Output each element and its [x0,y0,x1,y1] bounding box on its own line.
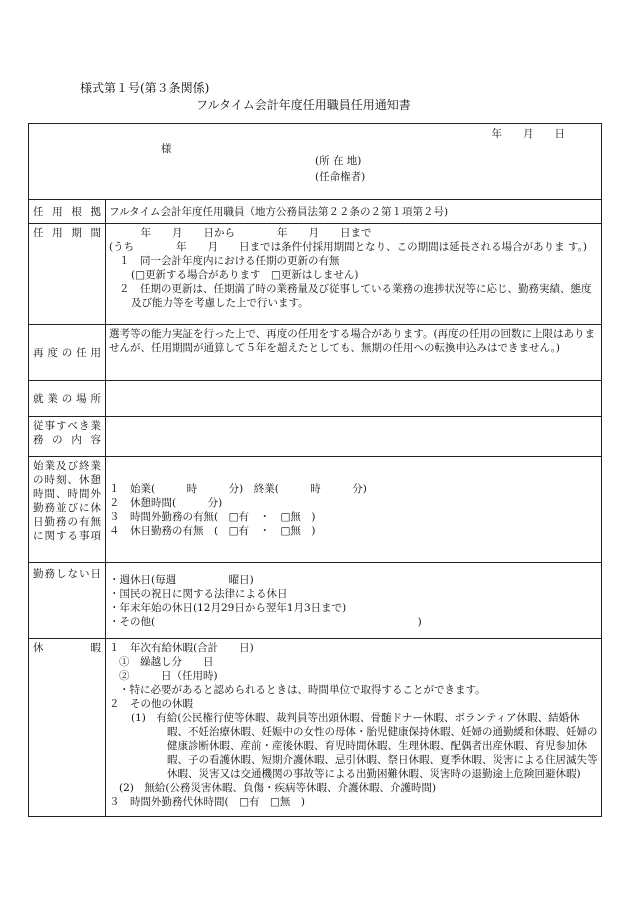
row-hours [29,457,602,563]
row-holidays [29,563,602,639]
leave-other-heading: ２ その他の休暇 [109,698,193,710]
period-cell [106,224,602,325]
row-reappointment [29,325,602,381]
address-label: (所 在 地) [315,155,362,167]
date-line: 年 月 日 [491,128,565,140]
hours-holiday-work: ４ 休日勤務の有無 ( □有 ・ □無 ) [109,524,316,537]
period-label: 任用期間 [29,224,106,325]
leave-hourly-note: ・特に必要があると認められるときは、時間単位で取得することができます。 [119,684,486,696]
leave-unpaid-list: (2) 無給(公務災害休暇、負傷・疾病等休暇、介護休暇、介護時間) [119,782,437,794]
authority-label: (任命権者) [315,171,366,183]
holidays-cell [106,563,602,639]
holidays-label: 勤務しない日 [29,563,106,639]
holiday-other: ・その他( ) [109,615,422,628]
reappointment-value: 選考等の能力実証を行った上で、再度の任用をする場合があります。(再度の任用の回数に上限はありませんが、任用期間が通算して５年を超えたとしても、無期の任用への転換申込みはできません。) [106,325,602,381]
renewal-choices: (□更新する場合があります □更新はしません) [131,269,359,281]
hours-overtime: ３ 時間外勤務の有無( □有 ・ □無 ) [109,510,316,523]
holiday-new-year: ・年末年始の休日(12月29日から翌年1月3日まで) [109,601,347,614]
workplace-value [106,381,602,417]
leave-label: 休暇 [29,639,106,817]
row-period [29,224,602,325]
hours-start-end: １ 始業( 時 分) 終業( 時 分) [109,482,367,495]
duties-value [106,417,602,457]
leave-cell [106,639,602,817]
row-addressee [29,124,602,200]
probation-note: (うち 年 月 日までは条件付採用期間となり、この期間は延長される場合がありま す。) [109,241,587,253]
duties-label: 従事すべき業務の内容 [29,417,106,457]
addressee-suffix: 様 [161,143,172,155]
hours-break: ２ 休憩時間( 分) [109,496,223,509]
holiday-weekly: ・週休日(毎週 曜日) [109,573,254,586]
leave-paid-list: (1) 有給(公民権行使等休暇、裁判員等出頭休暇、骨髄ドナー休暇、ボランティア休暇、結婚休暇、不妊治療休暇、妊娠中の女性の母体・胎児健康保持休暇、妊婦の通勤緩和休暇、妊婦の健康診断休暇、産前・産後休暇、育児時間休暇、生理休暇、配偶者出産休暇、育児参加休暇、子の看護休暇、短期介護休暇、忌引休暇、祭日休暇、夏季休暇、災害による住居滅失等休暇、災害又は交通機関の事故等による出勤困難休暇、災害時の退勤途上危険回避休暇) [131,712,598,780]
appointment-notice-table [28,123,602,817]
row-duties [29,417,602,457]
renewal-criteria: ２ 任期の更新は、任期満了時の業務量及び従事している業務の進捗状況等に応じ、勤務実績、態度及び能力等を考慮した上で行います。 [119,283,592,309]
leave-initial: ② 日（任用時) [119,670,218,682]
addressee-cell [29,124,602,200]
row-leave [29,639,602,817]
leave-annual: １ 年次有給休暇(合計 日) [109,642,254,654]
renewal-item: １ 同一会計年度内における任期の更新の有無 [119,255,340,267]
hours-label: 始業及び終業の時刻、休憩時間、時間外勤務並びに休日勤務の有無に関する事項 [29,457,106,563]
holiday-national: ・国民の祝日に関する法律による休日 [109,587,288,600]
row-workplace [29,381,602,417]
reappointment-label: 再度の任用 [29,325,106,381]
workplace-label: 就業の場所 [29,381,106,417]
leave-overtime-comp: ３ 時間外勤務代休時間( □有 □無 ) [109,796,306,808]
basis-label: 任用根拠 [29,200,106,224]
period-dates: 年 月 日から 年 月 日まで [109,227,372,239]
document-title: フルタイム会計年度任用職員任用通知書 [196,98,411,112]
leave-carryover: ① 繰越し分 日 [119,656,214,668]
hours-cell [106,457,602,563]
form-number: 様式第１号(第３条関係) [80,81,210,95]
row-basis [29,200,602,224]
basis-value: フルタイム会計年度任用職員（地方公務員法第２２条の２第１項第２号) [106,200,602,224]
